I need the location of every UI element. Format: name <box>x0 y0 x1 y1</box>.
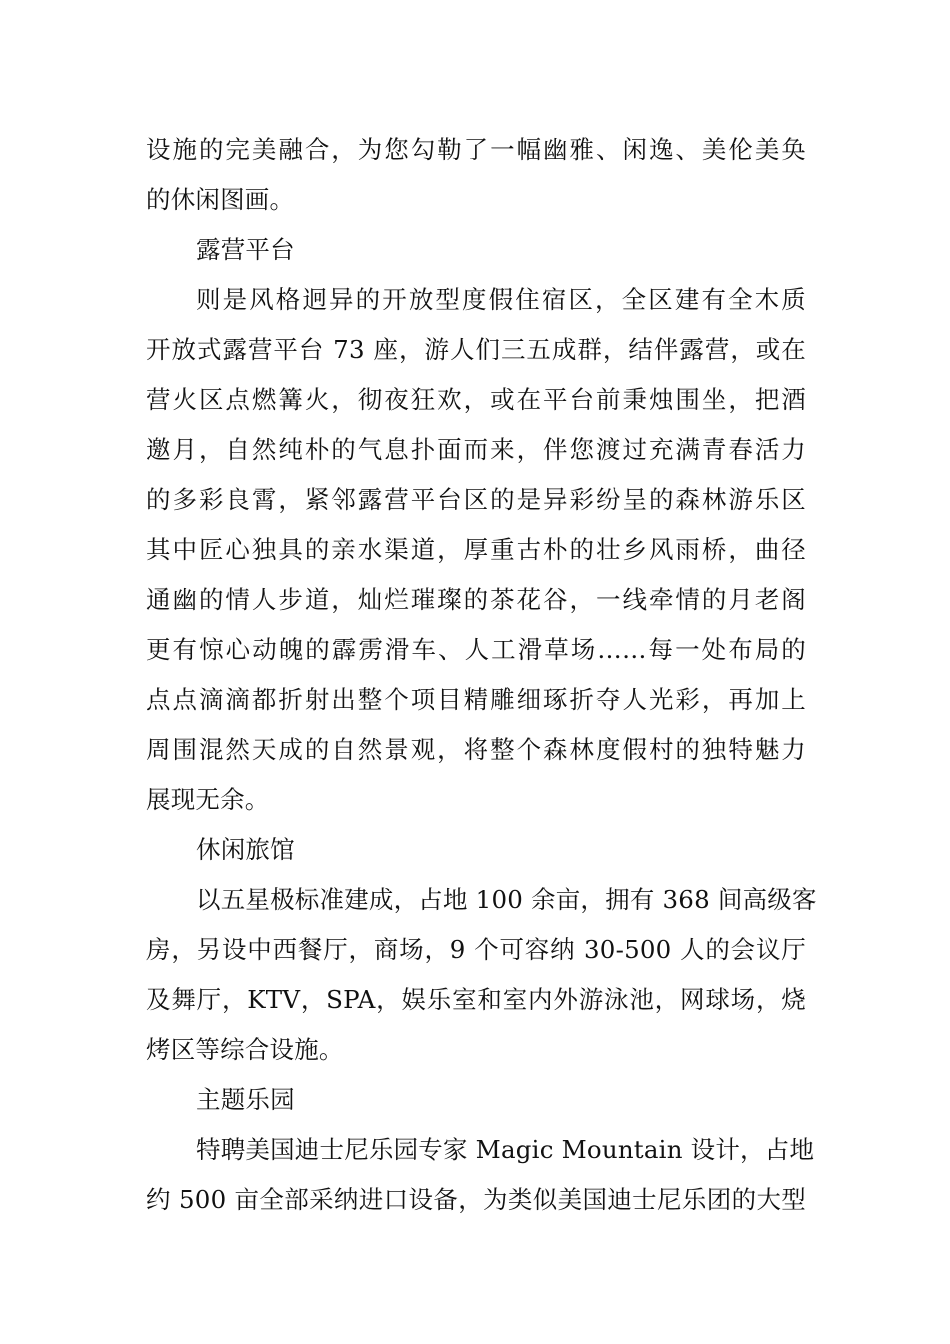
paragraph-line: 房，另设中西餐厅，商场，9 个可容纳 30-500 人的会议厅 <box>146 935 806 964</box>
paragraph-line: 展现无余。 <box>146 785 270 814</box>
section-heading-leisure-hotel: 休闲旅馆 <box>196 835 295 864</box>
paragraph-line: 通幽的情人步道，灿烂璀璨的茶花谷，一线牵情的月老阁 <box>146 585 806 614</box>
paragraph-line: 开放式露营平台 73 座，游人们三五成群，结伴露营，或在 <box>146 335 806 364</box>
paragraph-line: 营火区点燃篝火，彻夜狂欢，或在平台前秉烛围坐，把酒 <box>146 385 806 414</box>
paragraph-line: 以五星极标准建成，占地 100 余亩，拥有 368 间高级客 <box>196 885 817 914</box>
paragraph-line: 约 500 亩全部采纳进口设备，为类似美国迪士尼乐团的大型 <box>146 1185 806 1214</box>
paragraph-line: 烤区等综合设施。 <box>146 1035 344 1064</box>
paragraph-line: 其中匠心独具的亲水渠道，厚重古朴的壮乡风雨桥，曲径 <box>146 535 806 564</box>
paragraph-line: 更有惊心动魄的霹雳滑车、人工滑草场……每一处布局的 <box>146 635 806 664</box>
paragraph-line: 点点滴滴都折射出整个项目精雕细琢折夺人光彩，再加上 <box>146 685 806 714</box>
section-heading-theme-park: 主题乐园 <box>196 1085 295 1114</box>
paragraph-line: 周围混然天成的自然景观，将整个森林度假村的独特魅力 <box>146 735 806 764</box>
paragraph-line: 的多彩良霄，紧邻露营平台区的是异彩纷呈的森林游乐区 <box>146 485 806 514</box>
paragraph-line: 特聘美国迪士尼乐园专家 Magic Mountain 设计，占地 <box>196 1135 815 1164</box>
paragraph-line: 设施的完美融合，为您勾勒了一幅幽雅、闲逸、美伦美奂 <box>146 135 806 164</box>
paragraph-line: 及舞厅，KTV，SPA，娱乐室和室内外游泳池，网球场，烧 <box>146 985 806 1014</box>
paragraph-line: 则是风格迥异的开放型度假住宿区，全区建有全木质 <box>196 285 806 314</box>
paragraph-line: 的休闲图画。 <box>146 185 295 214</box>
section-heading-camping-platform: 露营平台 <box>196 235 295 264</box>
paragraph-line: 邀月，自然纯朴的气息扑面而来，伴您渡过充满青春活力 <box>146 435 806 464</box>
